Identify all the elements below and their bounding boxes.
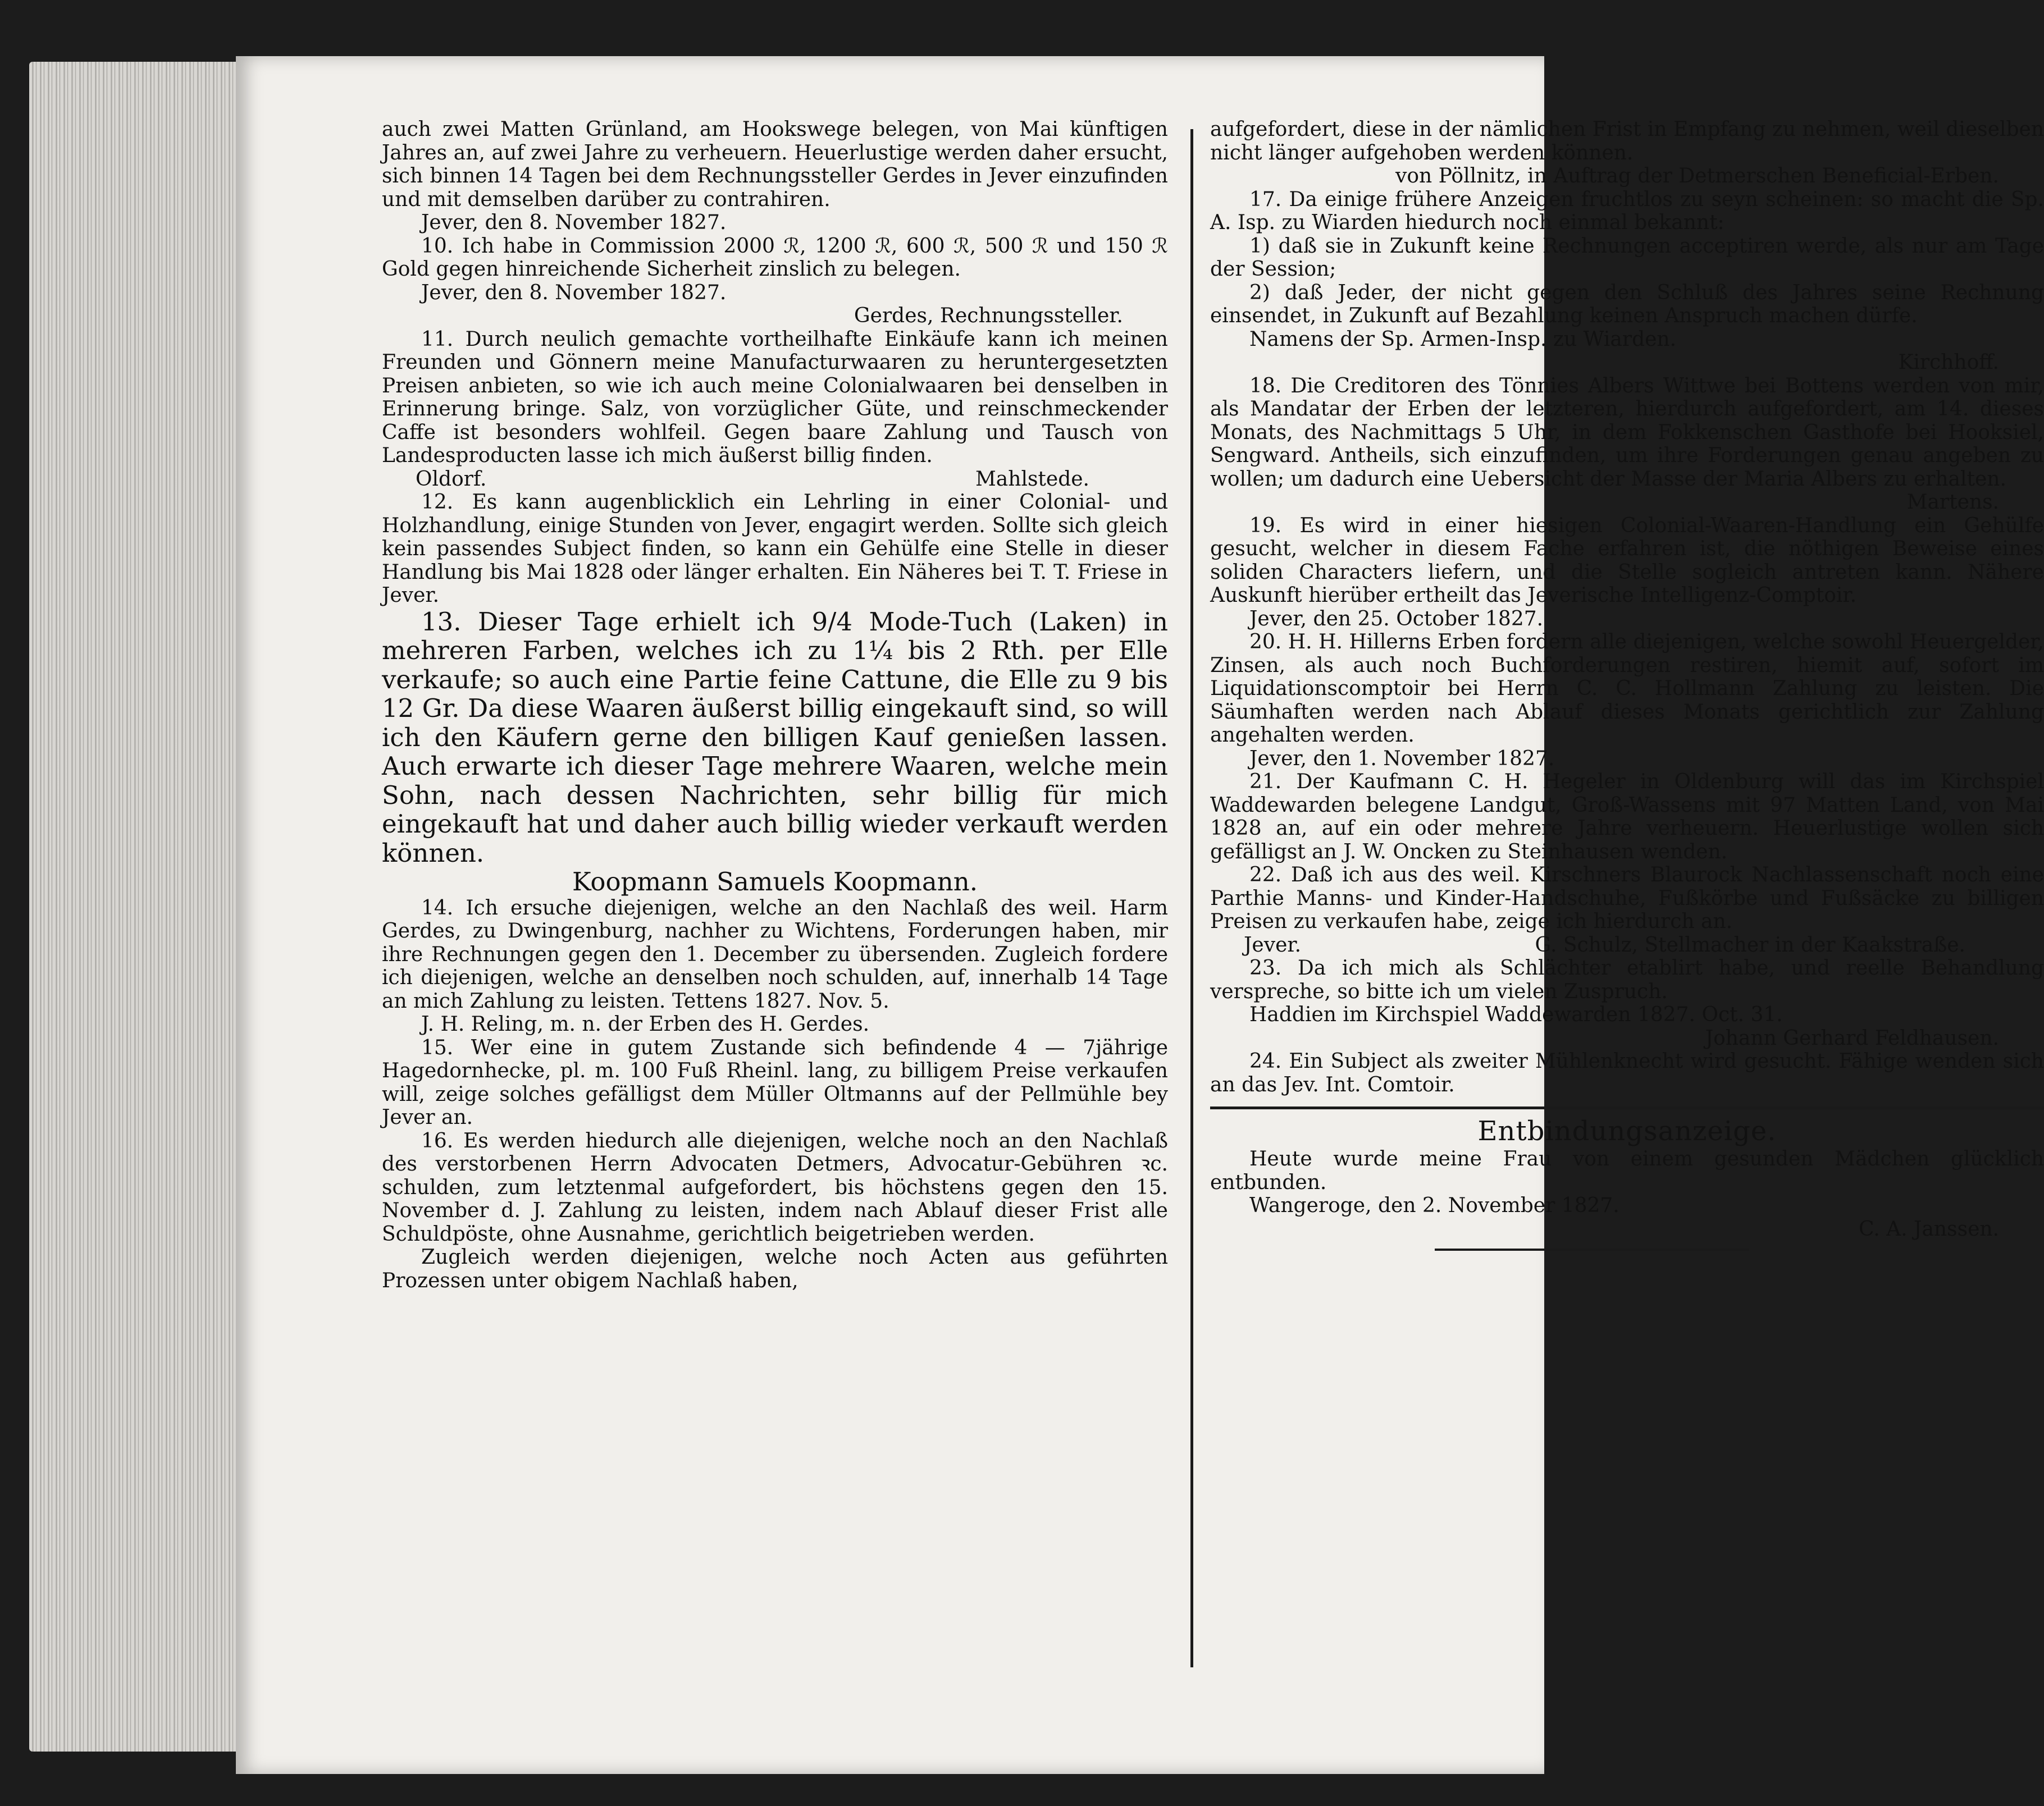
left-paragraph: Jever, den 8. November 1827. <box>421 281 727 304</box>
birth-notice-body: Heute wurde meine Frau von einem gesunden Mädchen glücklich entbunden. <box>1210 1147 2044 1194</box>
sign-place: Jever. <box>1244 933 1302 957</box>
right-paragraph: von Pöllnitz, in Auftrag der Detmerschen Beneficial-Erben. <box>1395 164 1999 188</box>
right-paragraph: Martens. <box>1906 491 1999 514</box>
left-paragraph: 15. Wer eine in gutem Zustande sich befindende 4 — 7jährige Hagedornhecke, pl. m. 100 Fuß Rheinl. lang, zu billigem Preise verkaufen will, zeige solches gefälligst dem Müller Oltmanns auf der Pellmühle bey Jever an. <box>382 1036 1168 1129</box>
left-paragraph <box>382 468 1168 491</box>
right-paragraph: 21. Der Kaufmann C. H. Hegeler in Oldenburg will das im Kirchspiel Waddewarden belegene Landgut, Groß-Wassens mit 97 Matten Land, von Mai 1828 an, auf ein oder mehrere Jahre verheuern. Heuerlustige wollen sich gefälligst an J. W. Oncken zu Steinhausen wenden. <box>1210 770 2044 863</box>
left-paragraph: 16. Es werden hiedurch alle diejenigen, welche noch an den Nachlaß des verstorbenen Herrn Advocaten Detmers, Advocatur-Gebühren ꝛc. schulden, zum letztenmal aufgefordert, bis höchstens gegen den 15. November d. J. Zahlung zu leisten, indem nach Ablauf dieser Frist alle Schuldpöste, ohne Ausnahme, gerichtlich beigetrieben werden. <box>382 1129 1168 1246</box>
right-paragraph: 24. Ein Subject als zweiter Mühlenknecht wird gesucht. Fähige wenden sich an das Jev. Int. Comtoir. <box>1210 1050 2044 1096</box>
right-paragraph: Jever, den 1. November 1827. <box>1249 747 1555 770</box>
section-rule <box>1210 1107 2044 1109</box>
left-paragraph: J. H. Reling, m. n. der Erben des H. Gerdes. <box>421 1013 870 1036</box>
birth-notice-title: Entbindungsanzeige. <box>1477 1115 1777 1147</box>
sign-place: Oldorf. <box>416 467 487 491</box>
right-column <box>1210 118 2044 1251</box>
left-paragraph: 10. Ich habe in Commission 2000 ℛ, 1200 ℛ, 600 ℛ, 500 ℛ und 150 ℛ Gold gegen hinreichende Sicherheit zinslich zu belegen. <box>382 234 1168 281</box>
right-paragraph: 18. Die Creditoren des Tönnies Albers Wittwe bei Bottens werden von mir, als Mandatar der Erben der letzteren, hierdurch aufgefordert, am 14. dieses Monats, des Nachmittags 5 Uhr, in dem Fokkenschen Gasthofe bei Hooksiel, Sengward. Antheils, sich einzufinden, um ihre Forderungen genau angeben zu wollen; um dadurch eine Uebersicht der Masse der Maria Albers zu erhalten. <box>1210 374 2044 491</box>
newspaper-page <box>236 56 2044 1774</box>
right-paragraph: Johann Gerhard Feldhausen. <box>1705 1026 1999 1050</box>
right-paragraph: Namens der Sp. Armen-Insp. zu Wiarden. <box>1249 327 1677 351</box>
right-paragraph: 22. Daß ich aus des weil. Kirschners Blaurock Nachlassenschaft noch eine Parthie Manns- und Kinder-Handschuhe, Fußkörbe und Fußsäcke zu billigen Preisen zu verkaufen habe, zeige ich hierdurch an. <box>1210 863 2044 933</box>
sign-name: Mahlstede. <box>975 467 1089 491</box>
right-paragraph: Haddien im Kirchspiel Waddewarden 1827. Oct. 31. <box>1249 1003 1783 1026</box>
column-divider <box>1190 129 1193 1667</box>
right-paragraph: 17. Da einige frühere Anzeigen fruchtlos zu seyn scheinen: so macht die Sp. A. Isp. zu Wiarden hiedurch noch einmal bekannt: <box>1210 188 2044 234</box>
right-paragraph <box>1210 934 2044 957</box>
left-paragraph: Koopmann Samuels Koopmann. <box>572 867 978 897</box>
left-paragraph: 14. Ich ersuche diejenigen, welche an den Nachlaß des weil. Harm Gerdes, zu Dwingenburg, nachher zu Wichtens, Forderungen haben, mir ihre Rechnungen gegen den 1. December zu übersenden. Zugleich fordere ich diejenigen, welche an denselben noch schulden, auf, innerhalb 14 Tage an mich Zahlung zu leisten. Tettens 1827. Nov. 5. <box>382 896 1168 1013</box>
left-paragraph: auch zwei Matten Grünland, am Hookswege belegen, von Mai künftigen Jahres an, auf zwei Jahre zu verheuern. Heuerlustige werden daher ersucht, sich binnen 14 Tagen bei dem Rechnungssteller Gerdes in Jever einzufinden und mit demselben darüber zu contrahiren. <box>382 118 1168 211</box>
left-column <box>382 118 1168 1292</box>
right-paragraph: 20. H. H. Hillerns Erben fordern alle diejenigen, welche sowohl Heuergelder, Zinsen, als auch noch Buchforderungen restiren, hiemit auf, sofort im Liquidationscomptoir bei Herrn C. C. Hollmann Zahlung zu leisten. Die Säumhaften werden nach Ablauf dieses Monats gerichtlich zur Zahlung angehalten werden. <box>1210 630 2044 747</box>
right-paragraph: Jever, den 25. October 1827. <box>1249 607 1544 630</box>
right-paragraph: Kirchhoff. <box>1898 351 1999 374</box>
left-paragraph: Zugleich werden diejenigen, welche noch Acten aus geführten Prozessen unter obigem Nachlaß haben, <box>382 1246 1168 1292</box>
right-paragraph: 19. Es wird in einer hiesigen Colonial-Waaren-Handlung ein Gehülfe gesucht, welcher in diesem Fache erfahren ist, die nöthigen Beweise eines soliden Characters liefern, und die Stelle sogleich antreten kann. Nähere Auskunft hierüber ertheilt das Jeverische Intelligenz-Comptoir. <box>1210 514 2044 607</box>
right-paragraph: aufgefordert, diese in der nämlichen Frist in Empfang zu nehmen, weil dieselben nicht länger aufgehoben werden können. <box>1210 118 2044 164</box>
right-paragraph: 1) daß sie in Zukunft keine Rechnungen acceptiren werde, als nur am Tage der Session; <box>1210 234 2044 281</box>
birth-notice-place: Wangeroge, den 2. November 1827. <box>1249 1194 1619 1217</box>
birth-notice-signature: C. A. Janssen. <box>1859 1217 1999 1241</box>
right-paragraph: 23. Da ich mich als Schlächter etablirt habe, und reelle Behandlung verspreche, so bitte ich um vielen Zuspruch. <box>1210 957 2044 1003</box>
left-paragraph: 12. Es kann augenblicklich ein Lehrling in einer Colonial- und Holzhandlung, einige Stunden von Jever, engagirt werden. Sollte sich gleich kein passendes Subject finden, so kann ein Gehülfe eine Stelle in dieser Handlung bis Mai 1828 oder länger erhalten. Ein Näheres bei T. T. Friese in Jever. <box>382 491 1168 607</box>
right-paragraph: 2) daß Jeder, der nicht gegen den Schluß des Jahres seine Rechnung einsendet, in Zukunft auf Bezahlung keinen Anspruch machen dürfe. <box>1210 281 2044 327</box>
left-paragraph: Gerdes, Rechnungssteller. <box>854 304 1123 327</box>
sign-name: G. Schulz, Stellmacher in der Kaakstraße. <box>1535 933 1965 957</box>
left-paragraph: 11. Durch neulich gemachte vortheilhafte Einkäufe kann ich meinen Freunden und Gönnern meine Manufacturwaaren zu heruntergesetzten Preisen anbieten, so wie ich auch meine Colonialwaaren bei denselben in Erinnerung bringe. Salz, von vorzüglicher Güte, und reinschmeckender Caffe ist besonders wohlfeil. Gegen baare Zahlung und Tausch von Landesproducten lasse ich mich äußerst billig finden. <box>382 327 1168 467</box>
book-page-edges <box>29 62 243 1752</box>
left-paragraph: Jever, den 8. November 1827. <box>421 211 727 234</box>
signature-rule <box>1435 1249 1749 1251</box>
left-paragraph: 13. Dieser Tage erhielt ich 9/4 Mode-Tuch (Laken) in mehreren Farben, welches ich zu 1¼ bis 2 Rth. per Elle verkaufe; so auch eine Partie feine Cattune, die Elle zu 9 bis 12 Gr. Da diese Waaren äußerst billig eingekauft sind, so will ich den Käufern gerne den billigen Kauf genießen lassen. Auch erwarte ich dieser Tage mehrere Waaren, welche mein Sohn, nach dessen Nachrichten, sehr billig für mich eingekauft hat und daher auch billig wieder verkauft werden können. <box>382 606 1168 868</box>
